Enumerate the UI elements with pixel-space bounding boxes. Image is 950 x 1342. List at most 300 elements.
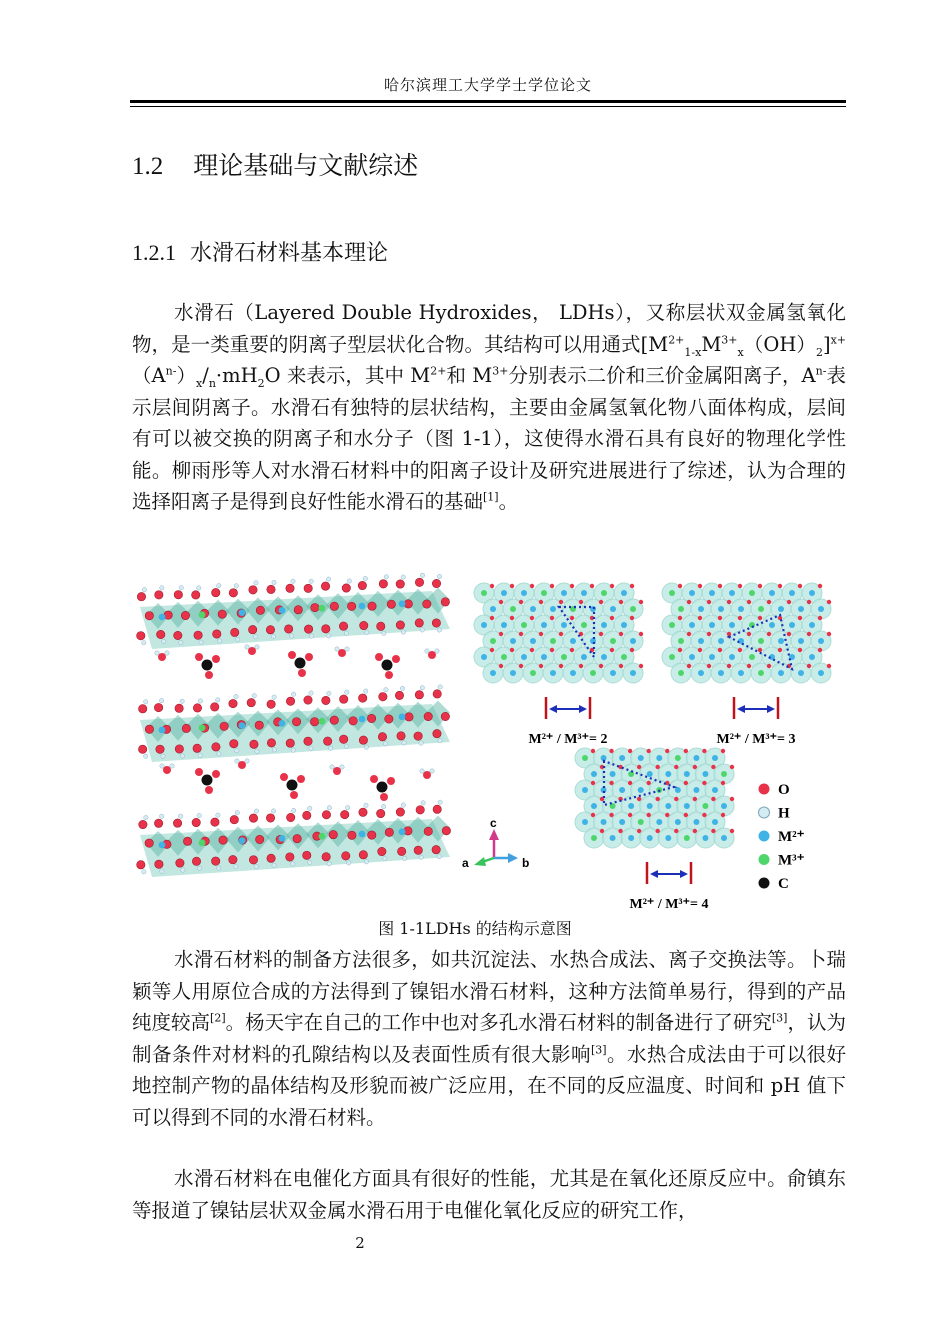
hydrogen-atom: [217, 583, 221, 587]
hydrogen-atom: [272, 748, 276, 752]
m2-cation: [729, 622, 735, 628]
oxygen-atom: [339, 695, 347, 703]
oxygen-atom: [294, 606, 302, 614]
oxygen-atom: [266, 626, 274, 634]
hydrogen-atom: [437, 574, 441, 578]
oxygen-atom: [395, 691, 403, 699]
header-rule-thick: [130, 100, 846, 103]
oxygen-atom: [156, 745, 164, 753]
text-run: M: [701, 332, 722, 356]
hydrogen-atom: [254, 581, 258, 585]
oxygen-atom: [249, 856, 257, 864]
m3-cation: [561, 654, 567, 660]
oxygen-atom: [322, 811, 330, 819]
m2-cation: [647, 803, 653, 809]
m2-cation: [628, 803, 634, 809]
oxygen-atom: [155, 860, 163, 868]
m2-cation: [561, 622, 567, 628]
m2-cation: [693, 755, 699, 761]
water-hydrogen: [330, 765, 334, 769]
oxygen-atom: [687, 664, 691, 668]
hydrogen-atom: [419, 855, 423, 859]
legend-label: M²⁺: [778, 829, 805, 845]
cation-ratio-label: M²⁺ / M³⁺= 4: [629, 897, 709, 912]
oxygen-atom: [358, 694, 366, 702]
text-run: 和 M: [446, 364, 493, 387]
oxygen-atom: [711, 829, 715, 833]
carbon-atom: [202, 775, 213, 786]
superscript: x+: [830, 333, 847, 346]
m3-cation: [749, 590, 755, 596]
oxygen-atom: [727, 664, 731, 668]
oxygen-atom: [618, 829, 622, 833]
oxygen-atom: [711, 765, 715, 769]
oxygen-atom: [387, 777, 395, 785]
hydrogen-atom: [421, 801, 425, 805]
hydrogen-atom: [291, 748, 295, 752]
oxygen-atom: [693, 829, 697, 833]
m2-cation: [610, 670, 616, 676]
hydrogen-atom: [271, 635, 275, 639]
m2-cation: [647, 835, 653, 841]
hydrogen-atom: [364, 860, 368, 864]
axis-triad: [462, 816, 529, 870]
oxygen-atom: [250, 740, 258, 748]
oxygen-atom: [767, 664, 771, 668]
m3-cation: [490, 638, 496, 644]
m2-cation: [630, 670, 636, 676]
m2-cation: [581, 590, 587, 596]
hydrogen-atom: [365, 630, 369, 634]
oxygen-atom: [330, 716, 338, 724]
hydrogen-atom: [384, 688, 388, 692]
oxygen-atom: [213, 630, 221, 638]
hydrogen-atom: [291, 579, 295, 583]
legend-label: C: [778, 876, 789, 892]
hydrogen-atom: [438, 738, 442, 742]
oxygen-atom: [212, 770, 220, 778]
m2-cation: [698, 606, 704, 612]
oxygen-atom: [219, 836, 227, 844]
oxygen-atom: [284, 625, 292, 633]
m2-cation: [665, 803, 671, 809]
oxygen-atom: [787, 632, 791, 636]
oxygen-atom: [183, 837, 191, 845]
hydrogen-atom: [309, 746, 313, 750]
hydrogen-atom: [402, 741, 406, 745]
oxygen-atom: [747, 664, 751, 668]
m3-cation: [199, 724, 206, 731]
oxygen-atom: [687, 632, 691, 636]
oxygen-atom: [433, 729, 441, 737]
oxygen-atom: [139, 820, 147, 828]
oxygen-atom: [591, 749, 595, 753]
oxygen-atom: [205, 786, 213, 794]
m2-cation: [789, 590, 795, 596]
oxygen-atom: [519, 632, 523, 636]
oxygen-atom: [519, 600, 523, 604]
water-oxygen: [248, 647, 256, 655]
text-run: 分别表示二价和三价金属阳离子，A: [508, 364, 816, 387]
oxygen-atom: [380, 793, 388, 801]
hydrogen-atom: [437, 628, 441, 632]
hydrogen-atom: [364, 745, 368, 749]
m3-cation: [630, 606, 636, 612]
water-hydrogen: [165, 651, 169, 655]
hydrogen-atom: [198, 699, 202, 703]
m2-cation: [738, 670, 744, 676]
oxygen-atom: [303, 811, 311, 819]
oxygen-atom: [311, 603, 319, 611]
oxygen-atom: [599, 664, 603, 668]
hydrogen-atom: [309, 579, 313, 583]
oxygen-atom: [656, 797, 660, 801]
hydrogen-atom: [197, 866, 201, 870]
hydrogen-atom: [159, 814, 163, 818]
oxygen-atom: [684, 781, 688, 785]
oxygen-atom: [656, 765, 660, 769]
oxygen-atom: [818, 616, 822, 620]
m3-cation: [581, 622, 587, 628]
subscript: 1-x: [684, 345, 702, 359]
cation-ratio-label: M²⁺ / M³⁺= 2: [528, 732, 608, 747]
m2-cation: [656, 819, 662, 825]
oxygen-atom: [414, 846, 422, 854]
oxygen-atom: [599, 600, 603, 604]
oxygen-atom: [304, 737, 312, 745]
m2-cation: [582, 787, 588, 793]
text-run: 水滑石材料的制备方法很多，如共沉淀法、水热合成法、离子交换法等。卜瑞颖等人用原位合成的方法得到了镍铝水滑石材料，这种方法简单易行，得到的产品纯度较高: [132, 948, 846, 1034]
oxygen-atom: [619, 632, 623, 636]
m3-cation: [521, 622, 527, 628]
oxygen-atom: [687, 600, 691, 604]
oxygen-atom: [323, 737, 331, 745]
m2-cation: [689, 622, 695, 628]
hydrogen-atom: [327, 806, 331, 810]
oxygen-atom: [674, 765, 678, 769]
m2-cation: [675, 819, 681, 825]
hydrogen-atom: [142, 587, 146, 591]
oxygen-atom: [286, 739, 294, 747]
m3-cation: [621, 654, 627, 660]
oxygen-atom: [693, 797, 697, 801]
oxygen-atom: [424, 712, 432, 720]
oxygen-atom: [702, 813, 706, 817]
page-number: 2: [355, 1234, 365, 1252]
oxygen-atom: [396, 621, 404, 629]
hydrogen-atom: [291, 862, 295, 866]
oxygen-atom: [377, 622, 385, 630]
oxygen-atom: [329, 830, 337, 838]
oxygen-atom: [550, 616, 554, 620]
oxygen-atom: [827, 600, 831, 604]
hydrogen-atom: [142, 870, 146, 874]
m3-cation: [590, 670, 596, 676]
oxygen-atom: [138, 705, 146, 713]
hydrogen-atom: [144, 815, 148, 819]
m2-cation: [709, 654, 715, 660]
oxygen-atom: [348, 831, 356, 839]
oxygen-atom: [230, 740, 238, 748]
oxygen-atom: [266, 814, 274, 822]
oxygen-atom: [255, 721, 263, 729]
m2-cation: [789, 622, 795, 628]
oxygen-atom: [718, 616, 722, 620]
ldh-layers-panel: [137, 573, 530, 877]
m2-cation: [809, 590, 815, 596]
hydroxide-layer: [137, 573, 450, 649]
hydrogen-atom: [309, 634, 313, 638]
oxygen-atom: [619, 664, 623, 668]
oxygen-atom: [718, 648, 722, 652]
m3-cation: [501, 654, 507, 660]
subscript: x: [196, 376, 203, 390]
m2-cation: [809, 622, 815, 628]
m2-cation: [541, 654, 547, 660]
hydrogen-atom: [437, 854, 441, 858]
water-oxygen: [333, 767, 341, 775]
hydrogen-atom: [159, 698, 163, 702]
oxygen-atom: [678, 584, 682, 588]
m3-cation: [758, 638, 764, 644]
superscript: n-: [165, 364, 177, 378]
m2-cation: [702, 835, 708, 841]
oxygen-atom: [415, 619, 423, 627]
oxygen-atom: [155, 591, 163, 599]
m2-cation: [693, 819, 699, 825]
oxygen-atom: [192, 857, 200, 865]
m2-cation: [656, 755, 662, 761]
hydrogen-atom: [438, 800, 442, 804]
m3-cation: [319, 718, 326, 725]
m2-cation: [591, 771, 597, 777]
oxygen-atom: [405, 713, 413, 721]
oxygen-atom: [738, 584, 742, 588]
axis-label-a: a: [462, 856, 469, 870]
hydrogen-atom: [289, 634, 293, 638]
citation: [1]: [483, 490, 499, 504]
water-hydrogen: [235, 759, 239, 763]
m2-cation: [521, 654, 527, 660]
oxygen-atom: [304, 584, 312, 592]
m2-cation: [638, 755, 644, 761]
oxygen-atom: [370, 775, 378, 783]
oxygen-atom: [286, 813, 294, 821]
m2-cation: [712, 819, 718, 825]
oxygen-atom: [539, 632, 543, 636]
m2-cation: [798, 638, 804, 644]
m2-cation: [684, 803, 690, 809]
oxygen-atom: [693, 765, 697, 769]
oxygen-atom: [424, 827, 432, 835]
hydrogen-atom: [384, 575, 388, 579]
running-header: 哈尔滨理工大学学士学位论文: [383, 76, 592, 94]
m3-cation: [591, 835, 597, 841]
oxygen-atom: [630, 648, 634, 652]
oxygen-atom: [530, 648, 534, 652]
m2-cation: [698, 638, 704, 644]
hydrogen-atom: [272, 695, 276, 699]
legend-swatch: [759, 784, 770, 795]
oxygen-atom: [510, 584, 514, 588]
hydrogen-atom: [199, 640, 203, 644]
oxygen-atom: [738, 648, 742, 652]
m2-cation: [809, 654, 815, 660]
m2-cation: [582, 819, 588, 825]
oxygen-atom: [619, 600, 623, 604]
m2-cation: [721, 835, 727, 841]
m2-cation: [610, 771, 616, 777]
subsection-title: 水滑石材料基本理论: [190, 241, 389, 266]
m2-cation: [621, 590, 627, 596]
text-run: 表示层间阴离子。水滑石有独特的层状结构，主要由金属氢氧化物八面体构成，层间有可以被交换的阴离子和水分子（图 1-1），这使得水滑石具有良好的物理化学性能。柳雨彤等人对水滑石材料中的阳离子设计及研究进展进行了综述，认为合理的选择阳离子是得到良好性能水滑石的基础: [132, 364, 846, 513]
oxygen-atom: [182, 724, 190, 732]
oxygen-atom: [212, 588, 220, 596]
oxygen-atom: [368, 602, 376, 610]
m3-cation: [678, 670, 684, 676]
oxygen-atom: [432, 845, 440, 853]
m3-cation: [541, 590, 547, 596]
m3-cation: [601, 590, 607, 596]
oxygen-atom: [702, 781, 706, 785]
m2-cation: [501, 622, 507, 628]
oxygen-atom: [212, 655, 220, 663]
m2-cation: [530, 638, 536, 644]
hydrogen-atom: [272, 863, 276, 867]
cation-ratio-panel: [575, 748, 734, 912]
m2-cation: [689, 654, 695, 660]
hydrogen-atom: [216, 866, 220, 870]
m3-cation: [749, 654, 755, 660]
oxygen-atom: [539, 664, 543, 668]
m2-cation: [591, 803, 597, 809]
a-axis-arrowhead: [474, 857, 486, 866]
oxygen-atom: [349, 717, 357, 725]
paragraph-preparation-methods: [132, 944, 846, 1133]
oxygen-atom: [229, 699, 237, 707]
oxygen-atom: [499, 664, 503, 668]
oxygen-atom: [220, 722, 228, 730]
hydrogen-atom: [235, 749, 239, 753]
hydrogen-atom: [401, 575, 405, 579]
legend-label: H: [778, 805, 790, 822]
hydrogen-atom: [181, 868, 185, 872]
m2-cation: [239, 609, 246, 616]
hydrogen-atom: [346, 805, 350, 809]
oxygen-atom: [137, 861, 145, 869]
paragraph-electrocatalysis: 水滑石材料在电催化方面具有很好的性能，尤其是在氧化还原反应中。俞镇东等报道了镍钴层状双金属水滑石用于电催化氧化反应的研究工作，: [132, 1167, 846, 1222]
oxygen-atom: [342, 852, 350, 860]
legend-label: O: [778, 782, 790, 798]
oxygen-atom: [247, 698, 255, 706]
hydrogen-atom: [308, 860, 312, 864]
oxygen-atom: [376, 809, 384, 817]
oxygen-atom: [702, 749, 706, 753]
text-run: 。水热合成法由于可以很好地控制产物的晶体结构及形貌而被广泛应用，在不同的反应温度、时间和 pH 值下可以得到不同的水滑石材料。: [132, 1042, 846, 1129]
water-hydrogen: [435, 649, 439, 653]
hydrogen-atom: [420, 573, 424, 577]
oxygen-atom: [267, 585, 275, 593]
oxygen-atom: [730, 797, 734, 801]
subsection-number: 1.2.1: [132, 240, 176, 265]
oxygen-atom: [637, 797, 641, 801]
oxygen-atom: [630, 584, 634, 588]
hydrogen-atom: [178, 814, 182, 818]
oxygen-atom: [205, 671, 213, 679]
carbon-atom: [382, 660, 393, 671]
legend-swatch: [759, 807, 770, 818]
axis-label-b: b: [522, 856, 530, 870]
hydrogen-atom: [215, 698, 219, 702]
m2-cation: [712, 755, 718, 761]
m2-cation: [359, 831, 366, 838]
hydrogen-atom: [419, 741, 423, 745]
oxygen-atom: [674, 829, 678, 833]
oxygen-atom: [609, 813, 613, 817]
oxygen-atom: [292, 718, 300, 726]
oxygen-atom: [173, 819, 181, 827]
oxygen-atom: [530, 616, 534, 620]
oxygen-atom: [218, 610, 226, 618]
oxygen-atom: [378, 847, 386, 855]
oxygen-atom: [397, 732, 405, 740]
atom-legend: [759, 782, 805, 892]
oxygen-atom: [637, 829, 641, 833]
m2-cation: [501, 590, 507, 596]
m3-cation: [669, 590, 675, 596]
oxygen-atom: [230, 815, 238, 823]
water-hydrogen: [345, 647, 349, 651]
oxygen-atom: [609, 749, 613, 753]
m2-cation: [510, 638, 516, 644]
m2-cation: [279, 835, 286, 842]
water-oxygen: [163, 766, 171, 774]
oxygen-atom: [137, 632, 145, 640]
m3-cation: [319, 833, 326, 840]
m2-cation: [570, 638, 576, 644]
hydrogen-atom: [383, 856, 387, 860]
m2-cation: [693, 787, 699, 793]
oxygen-atom: [730, 829, 734, 833]
oxygen-atom: [385, 671, 393, 679]
oxygen-atom: [195, 653, 203, 661]
oxygen-atom: [570, 616, 574, 620]
m2-cation: [818, 606, 824, 612]
oxygen-atom: [718, 584, 722, 588]
water-hydrogen: [255, 645, 259, 649]
oxygen-atom: [610, 616, 614, 620]
m2-cation: [665, 835, 671, 841]
m2-cation: [581, 654, 587, 660]
oxygen-atom: [286, 697, 294, 705]
oxygen-atom: [321, 582, 329, 590]
oxygen-atom: [174, 591, 182, 599]
oxygen-atom: [432, 619, 440, 627]
oxygen-atom: [385, 828, 393, 836]
section-number: 1.2: [132, 153, 164, 180]
citation: [2]: [210, 1011, 226, 1025]
oxygen-atom: [827, 664, 831, 668]
m2-cation: [712, 787, 718, 793]
hydrogen-atom: [234, 584, 238, 588]
oxygen-atom: [499, 632, 503, 636]
oxygen-atom: [442, 827, 450, 835]
oxygen-atom: [359, 851, 367, 859]
oxygen-atom: [290, 791, 298, 799]
oxygen-atom: [647, 749, 651, 753]
hydrogen-atom: [326, 577, 330, 581]
oxygen-atom: [229, 855, 237, 863]
